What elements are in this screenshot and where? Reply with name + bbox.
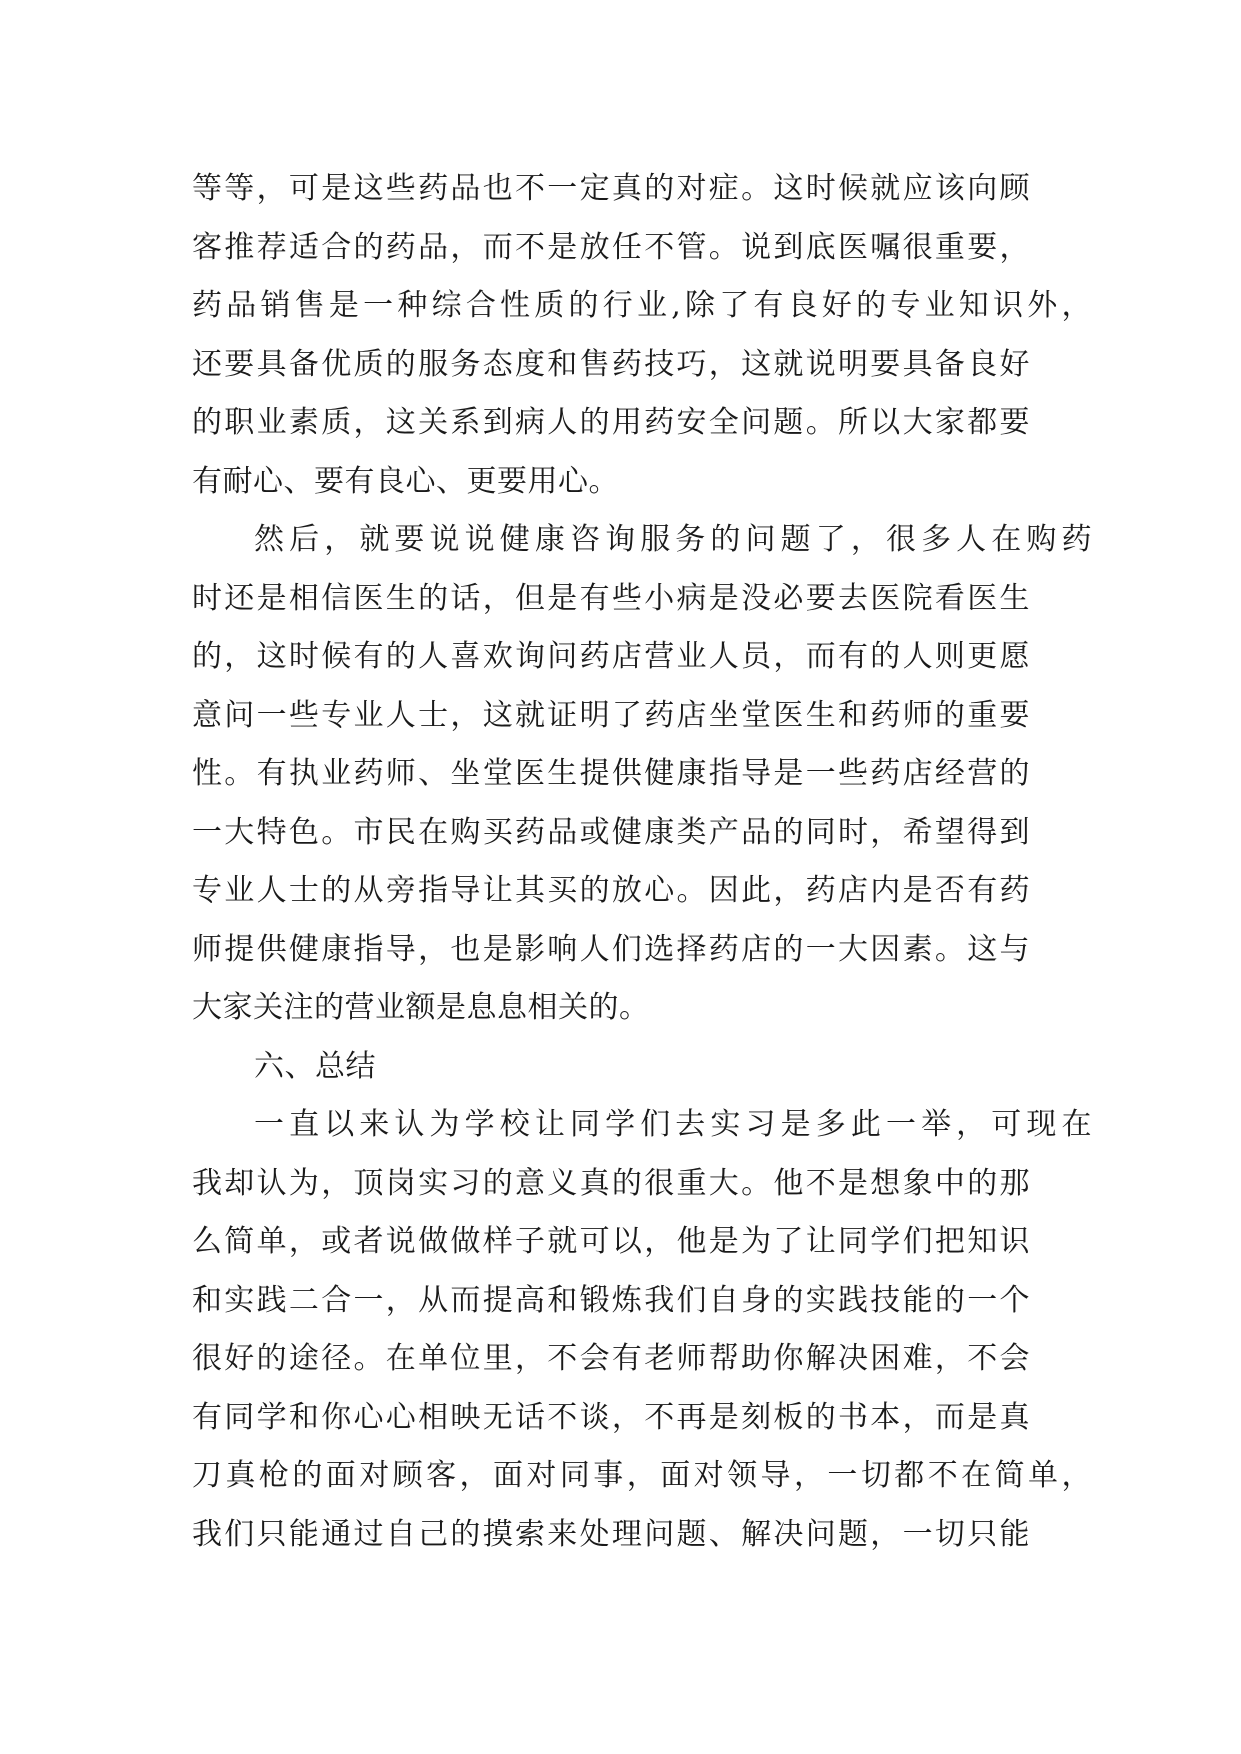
- text-line: 还要具备优质的服务态度和售药技巧，这就说明要具备良好: [192, 346, 1030, 382]
- text-line: 师提供健康指导，也是影响人们选择药店的一大因素。这与: [192, 931, 1030, 967]
- text-line: 的职业素质，这关系到病人的用药安全问题。所以大家都要: [192, 405, 1030, 440]
- text-line: 有同学和你心心相映无话不谈，不再是刻板的书本，而是真: [192, 1399, 1030, 1435]
- text-line: 么简单，或者说做做样子就可以，他是为了让同学们把知识: [192, 1224, 1030, 1259]
- document-body: [192, 160, 1092, 1564]
- text-line: 大家关注的营业额是息息相关的。: [192, 990, 650, 1025]
- text-line: 客推荐适合的药品，而不是放任不管。说到底医嘱很重要，: [192, 229, 1030, 265]
- text-line: 一大特色。市民在购买药品或健康类产品的同时，希望得到: [192, 814, 1030, 850]
- text-line: 刀真枪的面对顾客，面对同事，面对领导，一切都不在简单，: [192, 1458, 1092, 1493]
- text-line: 然后，就要说说健康咨询服务的问题了，很多人在购药: [254, 522, 1092, 557]
- text-line: 一直以来认为学校让同学们去实习是多此一举，可现在: [254, 1107, 1092, 1142]
- text-line: 药品销售是一种综合性质的行业,除了有良好的专业知识外，: [192, 288, 1092, 323]
- text-line: 意问一些专业人士，这就证明了药店坐堂医生和药师的重要: [192, 697, 1030, 733]
- text-line: 和实践二合一，从而提高和锻炼我们自身的实践技能的一个: [192, 1282, 1030, 1318]
- text-line: 的，这时候有的人喜欢询问药店营业人员，而有的人则更愿: [192, 639, 1030, 674]
- text-line: 我们只能通过自己的摸索来处理问题、解决问题，一切只能: [192, 1516, 1030, 1552]
- text-line: 六、总结: [254, 1048, 376, 1084]
- text-line: 有耐心、要有良心、更要用心。: [192, 463, 619, 499]
- text-line: 时还是相信医生的话，但是有些小病是没必要去医院看医生: [192, 580, 1030, 616]
- text-line: 很好的途径。在单位里，不会有老师帮助你解决困难，不会: [192, 1341, 1030, 1376]
- text-line: 性。有执业药师、坐堂医生提供健康指导是一些药店经营的: [192, 756, 1030, 791]
- text-line: 专业人士的从旁指导让其买的放心。因此，药店内是否有药: [192, 873, 1030, 908]
- text-line: 等等，可是这些药品也不一定真的对症。这时候就应该向顾: [192, 171, 1030, 206]
- text-line: 我却认为，顶岗实习的意义真的很重大。他不是想象中的那: [192, 1165, 1030, 1201]
